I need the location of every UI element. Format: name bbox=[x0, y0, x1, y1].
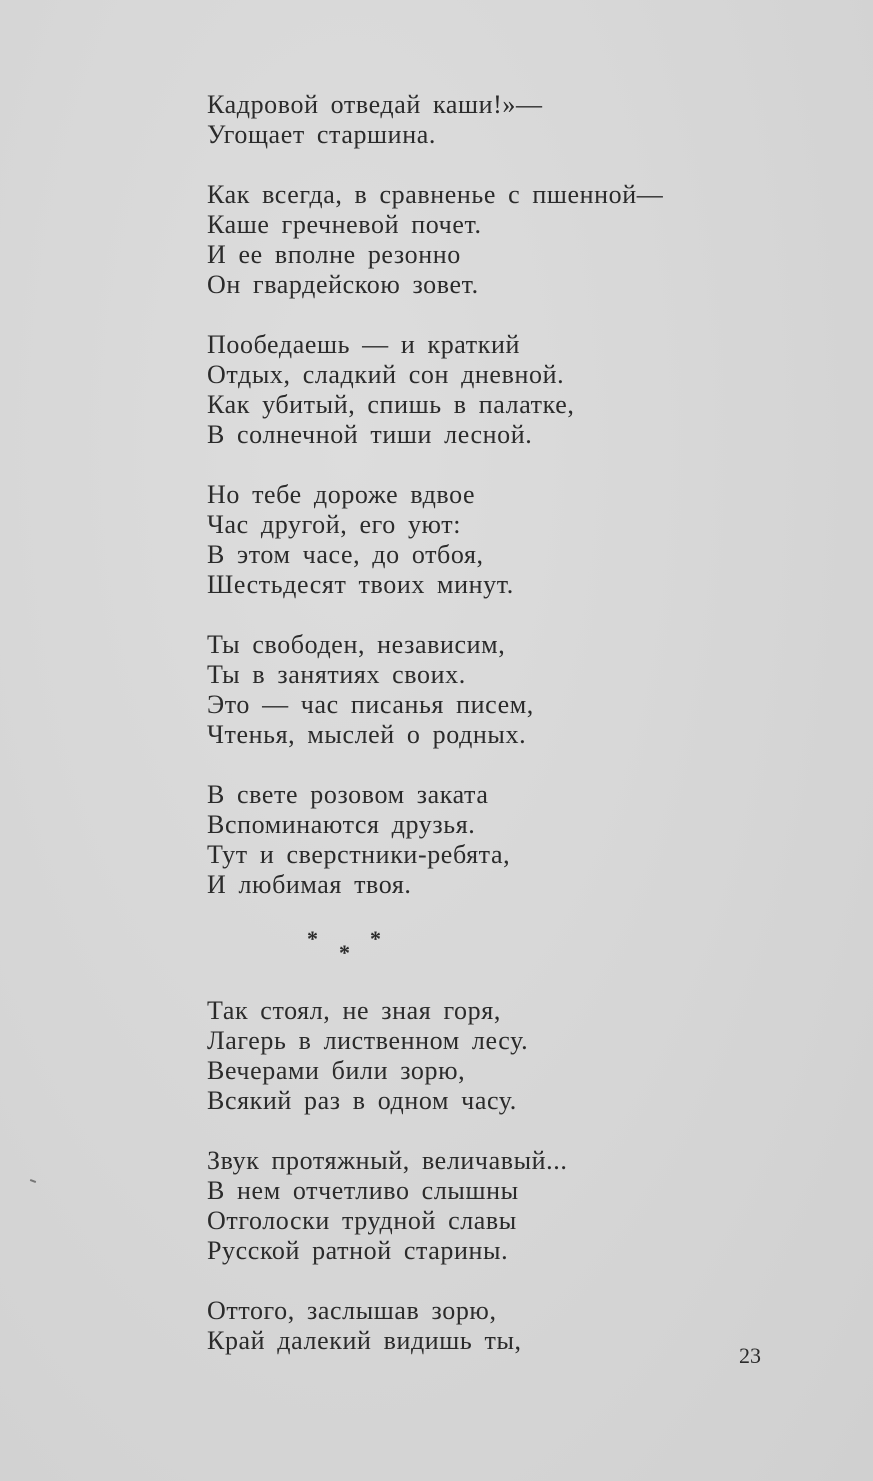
poem-line: Вспоминаются друзья. bbox=[207, 810, 476, 839]
poem-line: И любимая твоя. bbox=[207, 870, 412, 899]
poem-line: Шестьдесят твоих минут. bbox=[207, 570, 514, 599]
poem-line: Каше гречневой почет. bbox=[207, 210, 482, 239]
poem-line: Как убитый, спишь в палатке, bbox=[207, 390, 575, 419]
poem-line: Но тебе дороже вдвое bbox=[207, 480, 476, 509]
poem-line: Тут и сверстники-ребята, bbox=[207, 840, 511, 869]
stanza bbox=[207, 1296, 767, 1356]
poem-line: Пообедаешь — и краткий bbox=[207, 330, 520, 359]
poem-line: Кадровой отведай каши!»— bbox=[207, 90, 543, 119]
poem bbox=[207, 90, 767, 1386]
separator-star: * bbox=[370, 926, 381, 951]
stanza bbox=[207, 996, 767, 1116]
print-speck bbox=[30, 1179, 36, 1183]
stanza bbox=[207, 480, 767, 600]
poem-line: И ее вполне резонно bbox=[207, 240, 461, 269]
stanza bbox=[207, 90, 767, 150]
poem-line: Угощает старшина. bbox=[207, 120, 436, 149]
poem-line: Звук протяжный, величавый... bbox=[207, 1146, 568, 1175]
poem-line: Он гвардейскою зовет. bbox=[207, 270, 479, 299]
poem-line: Край далекий видишь ты, bbox=[207, 1326, 522, 1355]
poem-line: Час другой, его уют: bbox=[207, 510, 462, 539]
poem-line: Как всегда, в сравненье с пшенной— bbox=[207, 180, 664, 209]
stanza bbox=[207, 630, 767, 750]
poem-line: Ты свободен, независим, bbox=[207, 630, 506, 659]
poem-line: Отголоски трудной славы bbox=[207, 1206, 517, 1235]
poem-line: Так стоял, не зная горя, bbox=[207, 996, 501, 1025]
poem-line: Русской ратной старины. bbox=[207, 1236, 509, 1265]
poem-line: Это — час писанья писем, bbox=[207, 690, 534, 719]
separator-star: * bbox=[339, 940, 350, 965]
poem-line: Отдых, сладкий сон дневной. bbox=[207, 360, 565, 389]
poem-part-1 bbox=[207, 90, 767, 900]
stanza bbox=[207, 180, 767, 300]
page-number: 23 bbox=[739, 1343, 761, 1368]
stanza bbox=[207, 780, 767, 900]
poem-part-2 bbox=[207, 996, 767, 1356]
poem-line: В этом часе, до отбоя, bbox=[207, 540, 484, 569]
poem-line: В нем отчетливо слышны bbox=[207, 1176, 519, 1205]
poem-line: В солнечной тиши лесной. bbox=[207, 420, 533, 449]
stanza-separator bbox=[207, 928, 767, 988]
stanza bbox=[207, 1146, 767, 1266]
poem-line: Оттого, заслышав зорю, bbox=[207, 1296, 497, 1325]
poem-line: Ты в занятиях своих. bbox=[207, 660, 466, 689]
poem-line: Лагерь в лиственном лесу. bbox=[207, 1026, 529, 1055]
poem-line: Чтенья, мыслей о родных. bbox=[207, 720, 527, 749]
poem-line: Вечерами били зорю, bbox=[207, 1056, 466, 1085]
separator-star: * bbox=[307, 926, 318, 951]
poem-line: Всякий раз в одном часу. bbox=[207, 1086, 517, 1115]
poem-line: В свете розовом заката bbox=[207, 780, 489, 809]
stanza bbox=[207, 330, 767, 450]
